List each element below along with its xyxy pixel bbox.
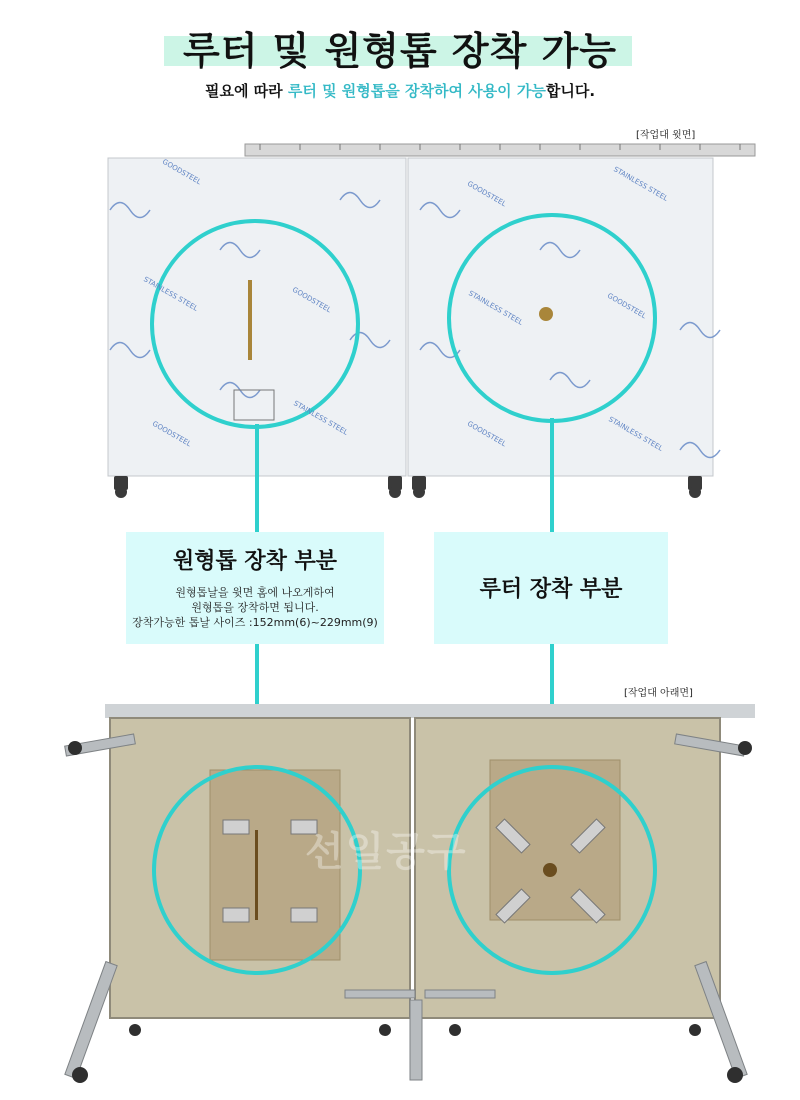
- page-subtitle: [0, 80, 800, 101]
- saw-mount-label: [126, 532, 384, 644]
- router-mount-label: [434, 532, 668, 644]
- workbench-bottom-illustration: [55, 700, 755, 1090]
- title-area: [0, 10, 800, 73]
- saw-desc-line-1: 원형톱날을 윗면 홈에 나오게하여: [175, 586, 335, 599]
- top-view-caption: [작업대 윗면]: [636, 130, 696, 141]
- saw-connector-top: [255, 424, 259, 532]
- bottom-view-caption: [작업대 아래면]: [624, 688, 693, 699]
- saw-desc-line-3: 장착가능한 톱날 사이즈 :152mm(6)~229mm(9): [132, 616, 378, 629]
- watermark-brand-4: GOODSTEEL: [465, 179, 508, 209]
- watermark-brand-5: GOODSTEEL: [605, 291, 648, 321]
- router-mount-title: 루터 장착 부분: [479, 577, 623, 602]
- watermark-material-2: STAINLESS STEEL: [292, 399, 350, 437]
- watermark-material-1: STAINLESS STEEL: [142, 275, 200, 313]
- page-title: 루터 및 원형톱 장착 가능: [183, 29, 617, 73]
- saw-desc-line-2: 원형톱을 장착하면 됩니다.: [191, 601, 319, 614]
- watermark-brand-1: GOODSTEEL: [160, 157, 203, 187]
- watermark-brand-6: GOODSTEEL: [465, 419, 508, 449]
- workbench-top-photo: [100, 140, 760, 505]
- bottom-watermark: 선일공구: [305, 829, 468, 875]
- watermark-brand-3: GOODSTEEL: [150, 419, 193, 449]
- saw-mount-description: [126, 585, 384, 630]
- watermark-material-5: STAINLESS STEEL: [607, 415, 665, 453]
- watermark-material-3: STAINLESS STEEL: [612, 165, 670, 203]
- watermark-material-4: STAINLESS STEEL: [467, 289, 525, 327]
- workbench-bottom-photo: [55, 700, 755, 1090]
- watermark-brand-2: GOODSTEEL: [290, 285, 333, 315]
- subtitle-prefix: 필요에 따라: [204, 82, 288, 100]
- subtitle-highlight: 루터 및 원형톱을 장착하여 사용이 가능: [287, 82, 546, 100]
- router-connector-top: [550, 418, 554, 532]
- saw-mount-title: 원형톱 장착 부분: [172, 549, 338, 574]
- subtitle-suffix: 합니다.: [545, 82, 596, 100]
